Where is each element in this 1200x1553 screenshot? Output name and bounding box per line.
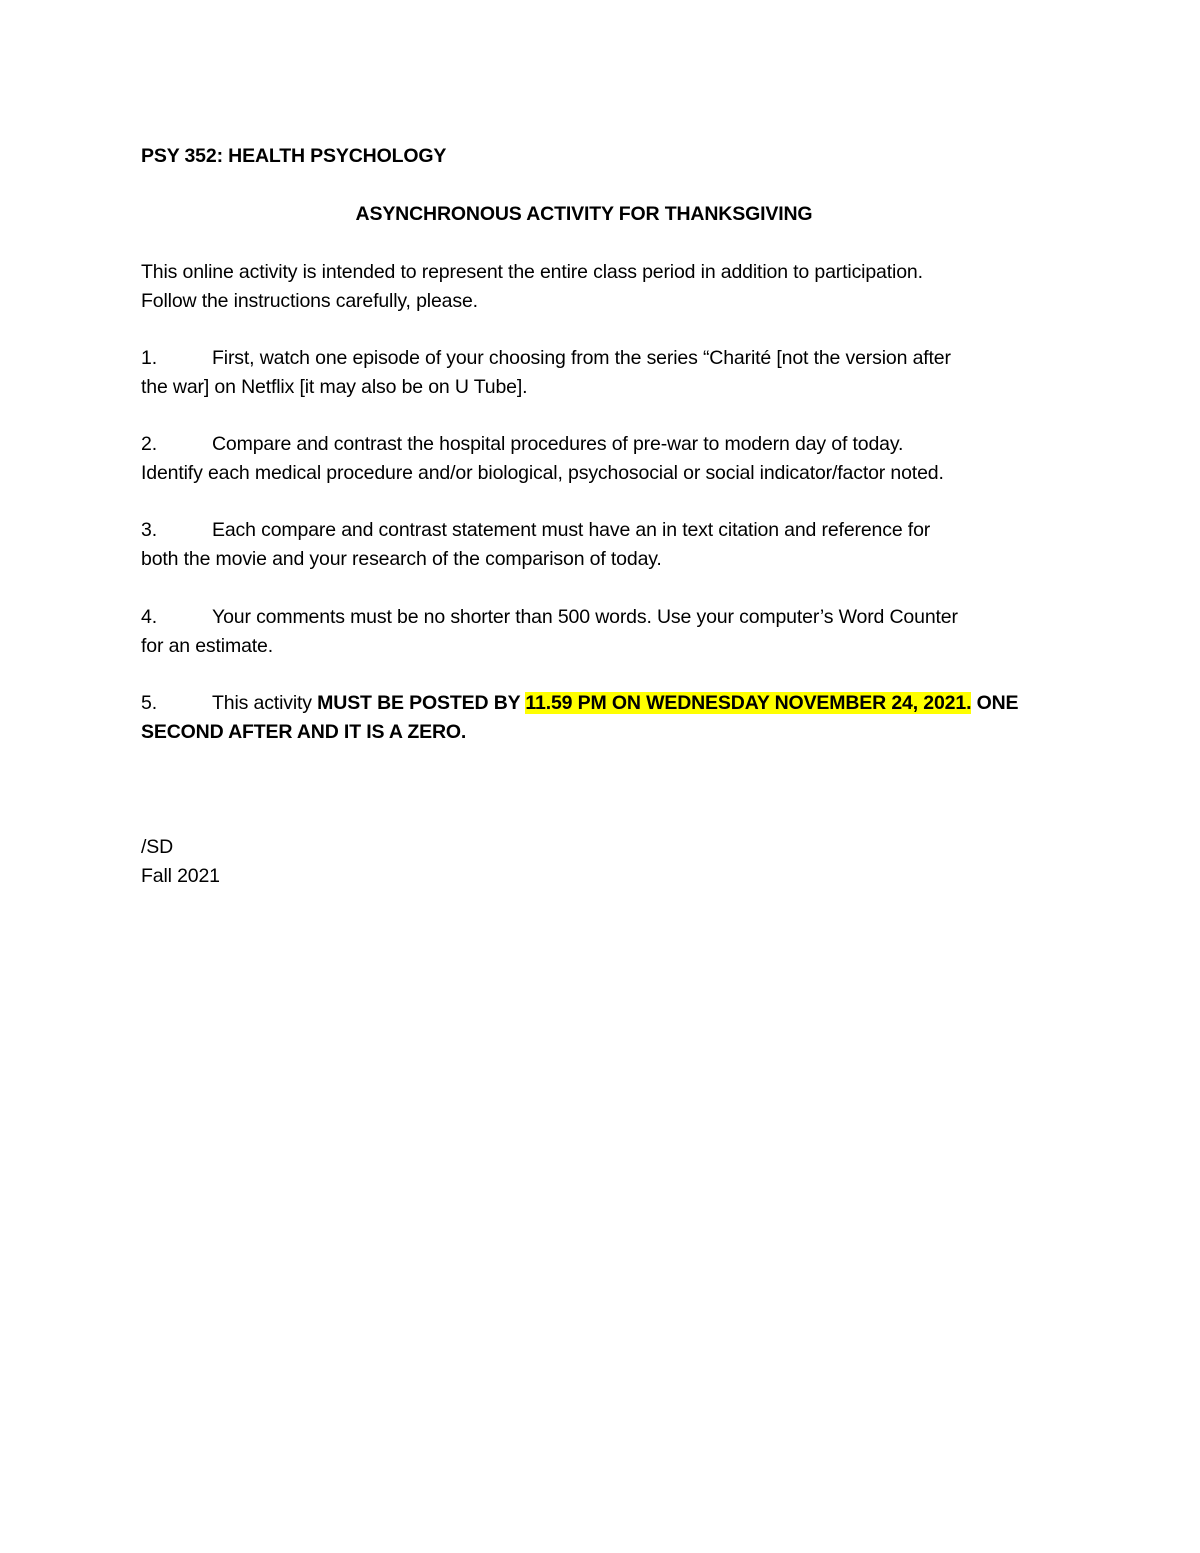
deadline-emphasis: MUST BE POSTED BY xyxy=(317,692,526,714)
signature-initials: /SD xyxy=(141,836,174,858)
list-item-text: Your comments must be no shorter than 500 words. Use your computer’s Word Counter xyxy=(212,606,958,628)
list-item-number: 5. xyxy=(141,692,157,714)
list-item-2-continued: Identify each medical procedure and/or biological, psychosocial or social indicator/factor noted. xyxy=(141,462,944,484)
list-item-number: 1. xyxy=(141,347,157,369)
list-item-4-continued: for an estimate. xyxy=(141,635,273,657)
list-item-number: 2. xyxy=(141,433,157,455)
list-item-text: Compare and contrast the hospital procedures of pre-war to modern day of today. xyxy=(212,433,904,455)
list-item-text: This activity xyxy=(212,692,318,714)
course-title: PSY 352: HEALTH PSYCHOLOGY xyxy=(141,145,447,167)
list-item-number: 3. xyxy=(141,519,157,541)
deadline-tail: ONE xyxy=(971,692,1019,714)
signature-term: Fall 2021 xyxy=(141,865,220,887)
list-item-number: 4. xyxy=(141,606,157,628)
list-item-2 xyxy=(141,430,903,458)
list-item-3-continued: both the movie and your research of the comparison of today. xyxy=(141,548,662,570)
list-item-5 xyxy=(141,689,1018,717)
list-item-1 xyxy=(141,344,951,372)
list-item-4 xyxy=(141,603,958,631)
list-item-3 xyxy=(141,516,930,544)
intro-line-2: Follow the instructions carefully, please. xyxy=(141,290,478,312)
intro-line-1: This online activity is intended to represent the entire class period in addition to participation. xyxy=(141,261,923,283)
list-item-5-continued: SECOND AFTER AND IT IS A ZERO. xyxy=(141,721,467,743)
list-item-1-continued: the war] on Netflix [it may also be on U Tube]. xyxy=(141,376,528,398)
list-item-text: Each compare and contrast statement must have an in text citation and reference for xyxy=(212,519,931,541)
deadline-highlight: 11.59 PM ON WEDNESDAY NOVEMBER 24, 2021. xyxy=(525,692,972,714)
list-item-text: First, watch one episode of your choosing from the series “Charité [not the version after xyxy=(212,347,951,369)
activity-title: ASYNCHRONOUS ACTIVITY FOR THANKSGIVING xyxy=(355,203,813,225)
